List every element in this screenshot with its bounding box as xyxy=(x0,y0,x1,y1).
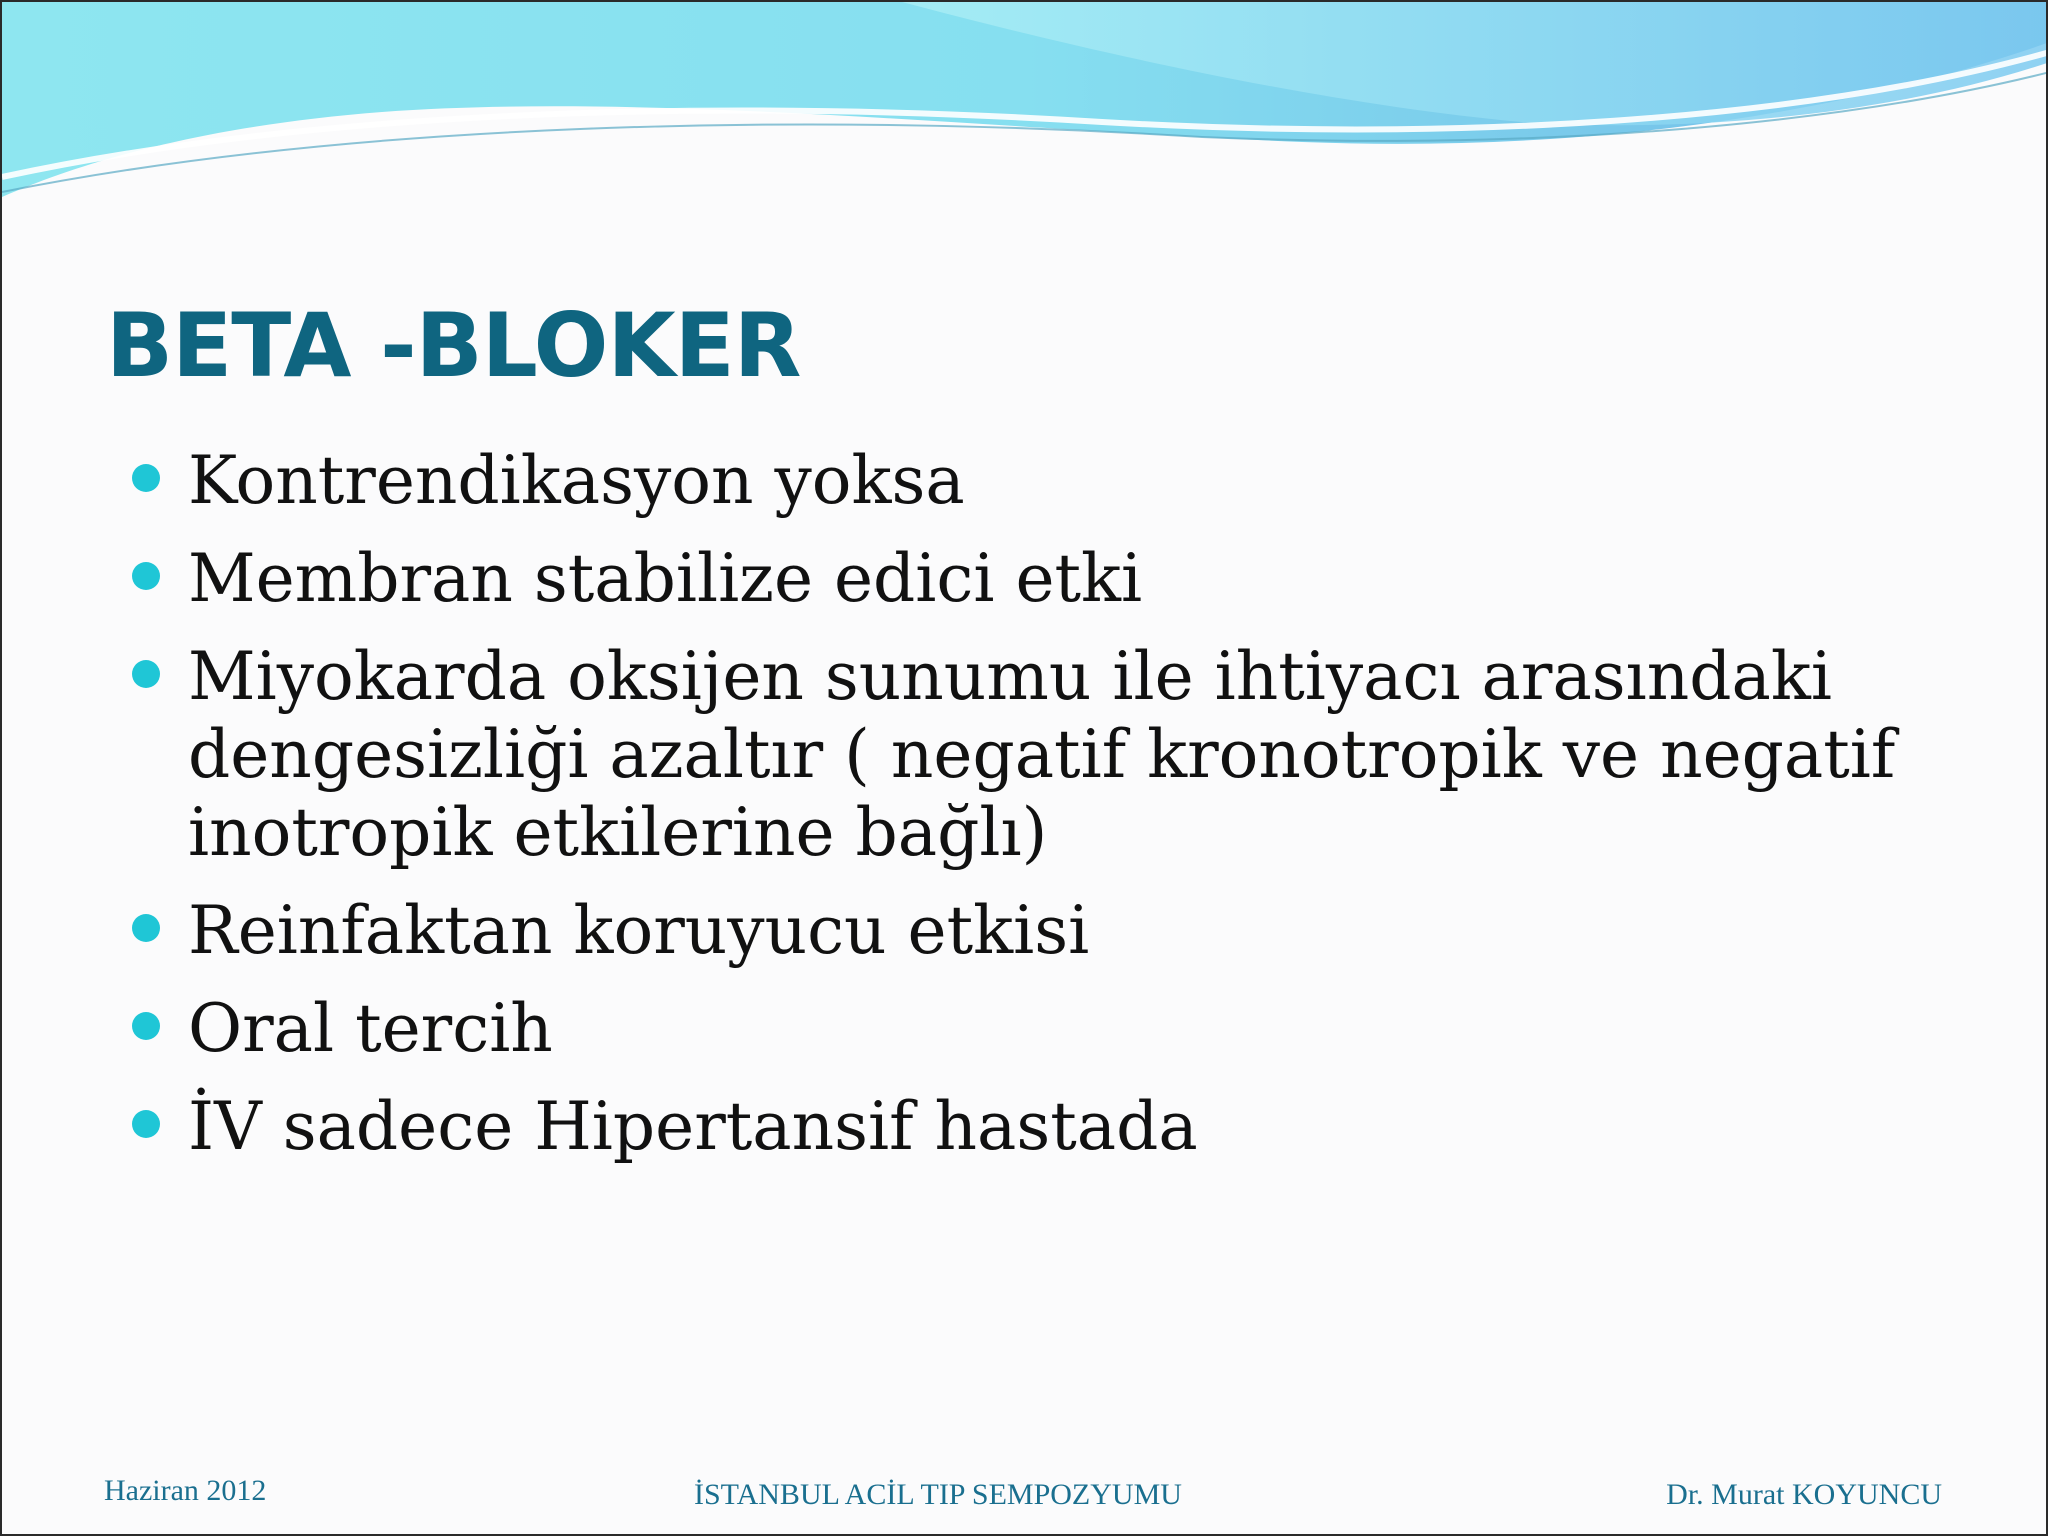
bullet-dot-icon xyxy=(132,914,160,942)
header-wave-decoration xyxy=(2,2,2048,242)
bullet-dot-icon xyxy=(132,1012,160,1040)
bullet-list xyxy=(132,442,1952,1186)
footer-event: İSTANBUL ACİL TIP SEMPOZYUMU xyxy=(694,1478,1182,1511)
footer-date: Haziran 2012 xyxy=(104,1474,267,1507)
slide-title: BETA -BLOKER xyxy=(106,294,801,397)
bullet-text: Reinfaktan koruyucu etkisi xyxy=(188,892,1090,969)
footer-author: Dr. Murat KOYUNCU xyxy=(1666,1478,1942,1511)
bullet-item xyxy=(132,540,1952,618)
bullet-dot-icon xyxy=(132,562,160,590)
bullet-text: Oral tercih xyxy=(188,990,553,1067)
bullet-dot-icon xyxy=(132,660,160,688)
bullet-item xyxy=(132,1088,1952,1166)
bullet-item xyxy=(132,892,1952,970)
bullet-item xyxy=(132,638,1952,872)
bullet-text: Kontrendikasyon yoksa xyxy=(188,442,965,519)
bullet-dot-icon xyxy=(132,464,160,492)
bullet-dot-icon xyxy=(132,1110,160,1138)
bullet-item xyxy=(132,990,1952,1068)
bullet-text: İV sadece Hipertansif hastada xyxy=(188,1088,1198,1165)
bullet-text: Membran stabilize edici etki xyxy=(188,540,1143,617)
bullet-text: Miyokarda oksijen sunumu ile ihtiyacı arasındaki dengesizliği azaltır ( negatif kronotropik ve negatif inotropik etkilerine bağlı) xyxy=(188,638,1896,871)
bullet-item xyxy=(132,442,1952,520)
